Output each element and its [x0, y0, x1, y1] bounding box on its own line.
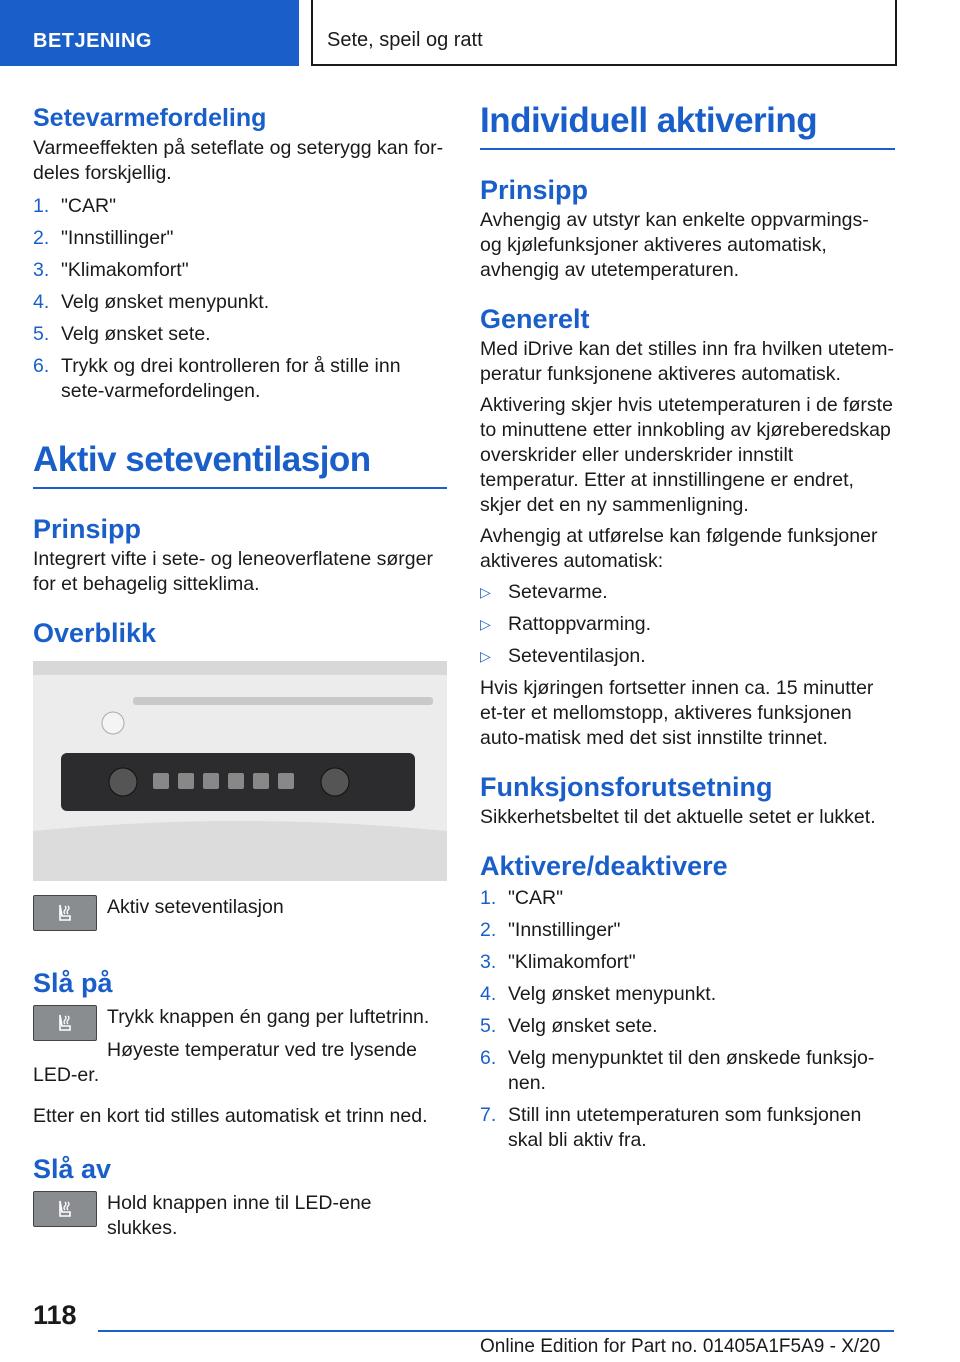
left-column [33, 100, 447, 1241]
activate-steps [480, 886, 895, 1153]
header-section [0, 0, 299, 66]
seat-heat-distribution-steps [33, 194, 447, 404]
switch-on-text: Trykk knappen én gang per luftetrinn. [107, 1006, 430, 1028]
list-item: 6. Trykk og drei kontrolleren for å stille inn sete-varmefordelingen. [33, 355, 401, 402]
seat-ventilation-icon [33, 1191, 97, 1227]
list-item: ▷ Seteventilasjon. [480, 645, 646, 667]
list-item: 1. "CAR" [480, 887, 564, 909]
header-chapter-label: Sete, speil og ratt [327, 29, 483, 51]
list-item: ▷ Setevarme. [480, 581, 608, 603]
list-item: ▷ Rattoppvarming. [480, 613, 652, 635]
list-item: 3. "Klimakomfort" [480, 951, 636, 973]
switch-off-text: Hold knappen inne til LED-ene slukkes. [107, 1192, 372, 1239]
seat-heat-distribution-title: Setevarmefordeling [33, 104, 267, 132]
switch-on-note: Etter en kort tid stilles automatisk et trinn ned. [33, 1105, 428, 1127]
seat-ventilation-icon [33, 1005, 97, 1041]
switch-on-block [33, 1005, 447, 1088]
switch-on-title: Slå på [33, 968, 113, 998]
triangle-bullet-icon: ▷ [480, 648, 491, 664]
principle-title: Prinsipp [33, 514, 142, 544]
triangle-bullet-icon: ▷ [480, 616, 491, 632]
list-item: 5. Velg ønsket sete. [33, 323, 211, 345]
principle-title: Prinsipp [480, 175, 589, 205]
principle-text: Avhengig av utstyr kan enkelte oppvarmings- og kjølefunksjoner aktiveres automatisk, avhengig av utetemperaturen. [480, 209, 869, 281]
header-chapter [311, 0, 897, 66]
active-seat-ventilation-title: Aktiv seteventilasjon [33, 439, 447, 489]
switch-off-block [33, 1191, 447, 1241]
requirement-title: Funksjonsforutsetning [480, 772, 773, 802]
list-item: 2. "Innstillinger" [480, 919, 621, 941]
page-number: 118 [33, 1300, 77, 1330]
footer-edition: Online Edition for Part no. 01405A1F5A9 - X/20 [480, 1336, 881, 1357]
list-item: 2. "Innstillinger" [33, 227, 174, 249]
list-item: 3. "Klimakomfort" [33, 259, 189, 281]
list-item: 1. "CAR" [33, 195, 117, 217]
principle-text: Integrert vifte i sete- og leneoverflatene sørger for et behagelig sitteklima. [33, 548, 433, 595]
seat-heat-distribution-text: Varmeeffekten på seteflate og seterygg kan for-deles forskjellig. [33, 137, 444, 184]
individual-activation-title: Individuell aktivering [480, 100, 895, 150]
list-item: 5. Velg ønsket sete. [480, 1015, 658, 1037]
list-item: 7. Still inn utetemperaturen som funksjonen skal bli aktiv fra. [480, 1104, 862, 1151]
header-section-label: BETJENING [33, 30, 152, 52]
general-title: Generelt [480, 304, 590, 334]
switch-off-title: Slå av [33, 1154, 112, 1184]
general-text-3: Avhengig at utførelse kan følgende funksjoner aktiveres automatisk: [480, 525, 878, 572]
general-text-2: Aktivering skjer hvis utetemperaturen i de første to minuttene etter innkobling av kjøreberedskap overskrider eller underskrider innstilt temperatur. Etter at innstillingene er endret, skjer det en ny sammenligning. [480, 394, 893, 516]
auto-functions-list [480, 580, 895, 669]
triangle-bullet-icon: ▷ [480, 584, 491, 600]
climate-panel-photo [33, 661, 447, 881]
general-text-1: Med iDrive kan det stilles inn fra hvilken utetem-peratur funksjonene aktiveres automatisk. [480, 338, 895, 385]
activate-deactivate-title: Aktivere/deaktivere [480, 851, 728, 881]
general-text-4: Hvis kjøringen fortsetter innen ca. 15 minutter et-ter et mellomstopp, aktiveres funksjonen auto-matisk med det sist innstilte trinnet. [480, 677, 874, 749]
right-column [480, 100, 895, 1160]
list-item: 6. Velg menypunktet til den ønskede funksjo-nen. [480, 1047, 875, 1094]
overview-caption: Aktiv seteventilasjon [107, 896, 284, 918]
switch-on-led-text: Høyeste temperatur ved tre lysende LED-er. [33, 1039, 417, 1086]
seat-ventilation-icon [33, 895, 97, 931]
list-item: 4. Velg ønsket menypunkt. [33, 291, 270, 313]
overview-title: Overblikk [33, 618, 157, 648]
overview-legend [33, 895, 447, 935]
requirement-text: Sikkerhetsbeltet til det aktuelle setet er lukket. [480, 806, 876, 828]
footer-divider [98, 1330, 894, 1332]
list-item: 4. Velg ønsket menypunkt. [480, 983, 717, 1005]
